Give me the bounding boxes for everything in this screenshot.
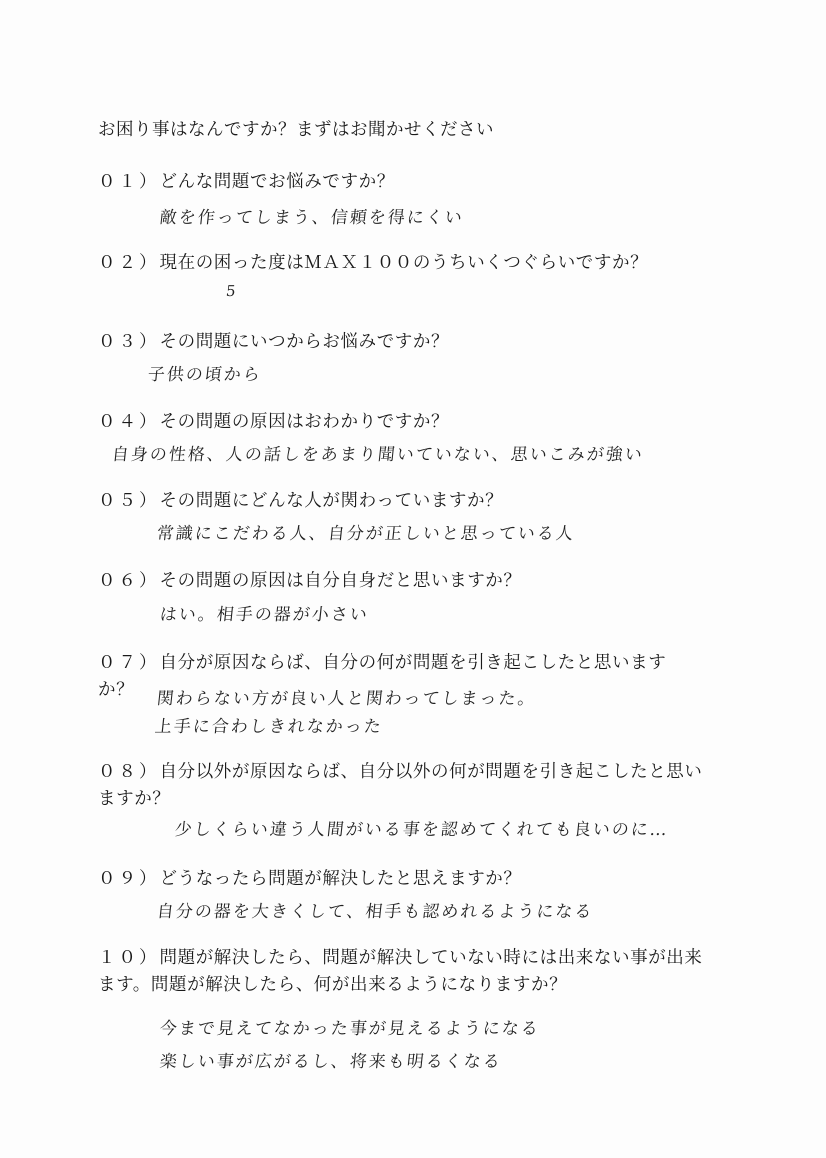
- question-04: [98, 409, 738, 436]
- question-number: ０３）: [98, 332, 160, 352]
- question-09: [98, 866, 738, 893]
- answer-05: 常識にこだわる人、自分が正しいと思っている人: [155, 524, 576, 544]
- question-01: [98, 169, 738, 196]
- question-08: [98, 759, 710, 813]
- question-text: 自分が原因ならば、自分の何が問題を引き起こしたと思いますか？: [98, 653, 667, 700]
- question-text: どうなったら問題が解決したと思えますか？: [159, 869, 522, 889]
- question-text: その問題にいつからお悩みですか？: [159, 332, 450, 352]
- question-number: ０８）: [98, 762, 160, 782]
- answer-07-line2: 上手に合わしきれなかった: [153, 717, 384, 737]
- question-text: 問題が解決したら、問題が解決していない時には出来ない事が出来ます。問題が解決したら、何が出来るようになりますか？: [98, 948, 703, 995]
- answer-04: 自身の性格、人の話しをあまり聞いていない、思いこみが強い: [110, 445, 645, 465]
- question-text: その問題の原因はおわかりですか？: [159, 412, 450, 432]
- question-number: ０２）: [98, 253, 160, 273]
- answer-02: 5: [225, 282, 239, 300]
- question-number: ０１）: [98, 172, 160, 192]
- question-number: ０４）: [98, 412, 160, 432]
- question-number: １０）: [98, 948, 160, 968]
- question-02: [98, 250, 738, 277]
- question-03: [98, 329, 738, 356]
- answer-07-line1: 関わらない方が良い人と関わってしまった。: [155, 689, 538, 709]
- question-text: どんな問題でお悩みですか？: [159, 172, 395, 192]
- answer-01: 敵を作ってしまう、信頼を得にくい: [158, 208, 465, 228]
- answer-09: 自分の器を大きくして、相手も認めれるようになる: [155, 902, 595, 922]
- question-text: その問題にどんな人が関わっていますか？: [159, 491, 504, 511]
- question-text: その問題の原因は自分自身だと思いますか？: [159, 571, 522, 591]
- question-06: [98, 568, 738, 595]
- question-number: ０９）: [98, 869, 160, 889]
- question-number: ０６）: [98, 571, 160, 591]
- question-number: ０５）: [98, 491, 160, 511]
- answer-03: 子供の頃から: [146, 365, 263, 385]
- question-05: [98, 488, 738, 515]
- question-10: [98, 945, 718, 999]
- question-text: 現在の困った度はＭＡＸ１００のうちいくつぐらいですか？: [159, 253, 649, 273]
- answer-06: はい。相手の器が小さい: [158, 605, 370, 625]
- answer-08: 少しくらい違う人間がいる事を認めてくれても良いのに…: [173, 820, 670, 840]
- intro-heading: お困り事はなんですか？まずはお聞かせください: [98, 120, 494, 140]
- answer-10-line2: 楽しい事が広がるし、将来も明るくなる: [158, 1052, 503, 1072]
- answer-10-line1: 今まで見えてなかった事が見えるようになる: [158, 1019, 541, 1039]
- question-number: ０７）: [98, 653, 160, 673]
- question-text: 自分以外が原因ならば、自分以外の何が問題を引き起こしたと思いますか？: [98, 762, 703, 809]
